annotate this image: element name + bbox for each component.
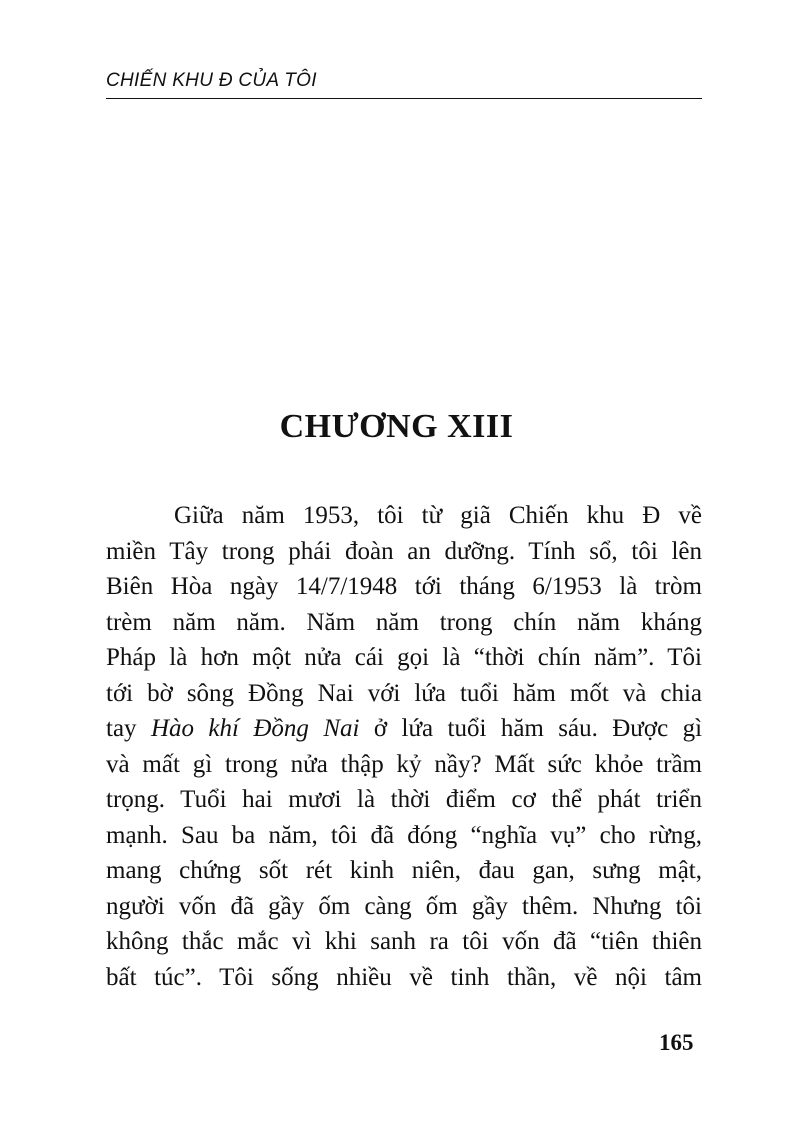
chapter-title: CHƯƠNG XIII	[279, 408, 514, 445]
running-header: CHIẾN KHU Đ CỦA TÔI	[106, 70, 317, 91]
body-line: tới bờ sông Đồng Nai với lứa tuổi hăm mốt và chia	[106, 679, 702, 707]
body-line: bất túc”. Tôi sống nhiều về tinh thần, về nội tâm	[106, 963, 702, 991]
body-text	[106, 498, 702, 995]
body-line-rest: ở lứa tuổi hăm sáu. Được gì	[373, 715, 703, 742]
body-line: và mất gì trong nửa thập kỷ nầy? Mất sức khỏe trầm	[106, 750, 702, 778]
body-line: trọng. Tuổi hai mươi là thời điểm cơ thể phát triển	[106, 786, 702, 813]
body-line: Pháp là hơn một nửa cái gọi là “thời chín năm”. Tôi	[106, 644, 702, 671]
body-line-with-italic	[106, 711, 702, 747]
page-number: 165	[659, 1030, 694, 1055]
body-line: người vốn đã gầy ốm càng ốm gầy thêm. Nhưng tôi	[106, 892, 702, 920]
body-line: không thắc mắc vì khi sanh ra tôi vốn đã “tiên thiên	[106, 928, 702, 955]
italic-book-title: Hào khí Đồng Nai	[150, 715, 360, 742]
body-line: Giữa năm 1953, tôi từ giã Chiến khu Đ về	[174, 502, 702, 529]
header-rule	[106, 98, 702, 99]
body-line: mạnh. Sau ba năm, tôi đã đóng “nghĩa vụ” cho rừng,	[106, 821, 702, 849]
body-line: trèm năm năm. Năm năm trong chín năm kháng	[106, 608, 702, 636]
body-line: miền Tây trong phái đoàn an dưỡng. Tính sổ, tôi lên	[106, 537, 702, 565]
body-line-lead: tay	[106, 715, 137, 742]
body-line: Biên Hòa ngày 14/7/1948 tới tháng 6/1953 là tròm	[106, 573, 702, 600]
body-line: mang chứng sốt rét kinh niên, đau gan, sưng mật,	[106, 857, 702, 884]
